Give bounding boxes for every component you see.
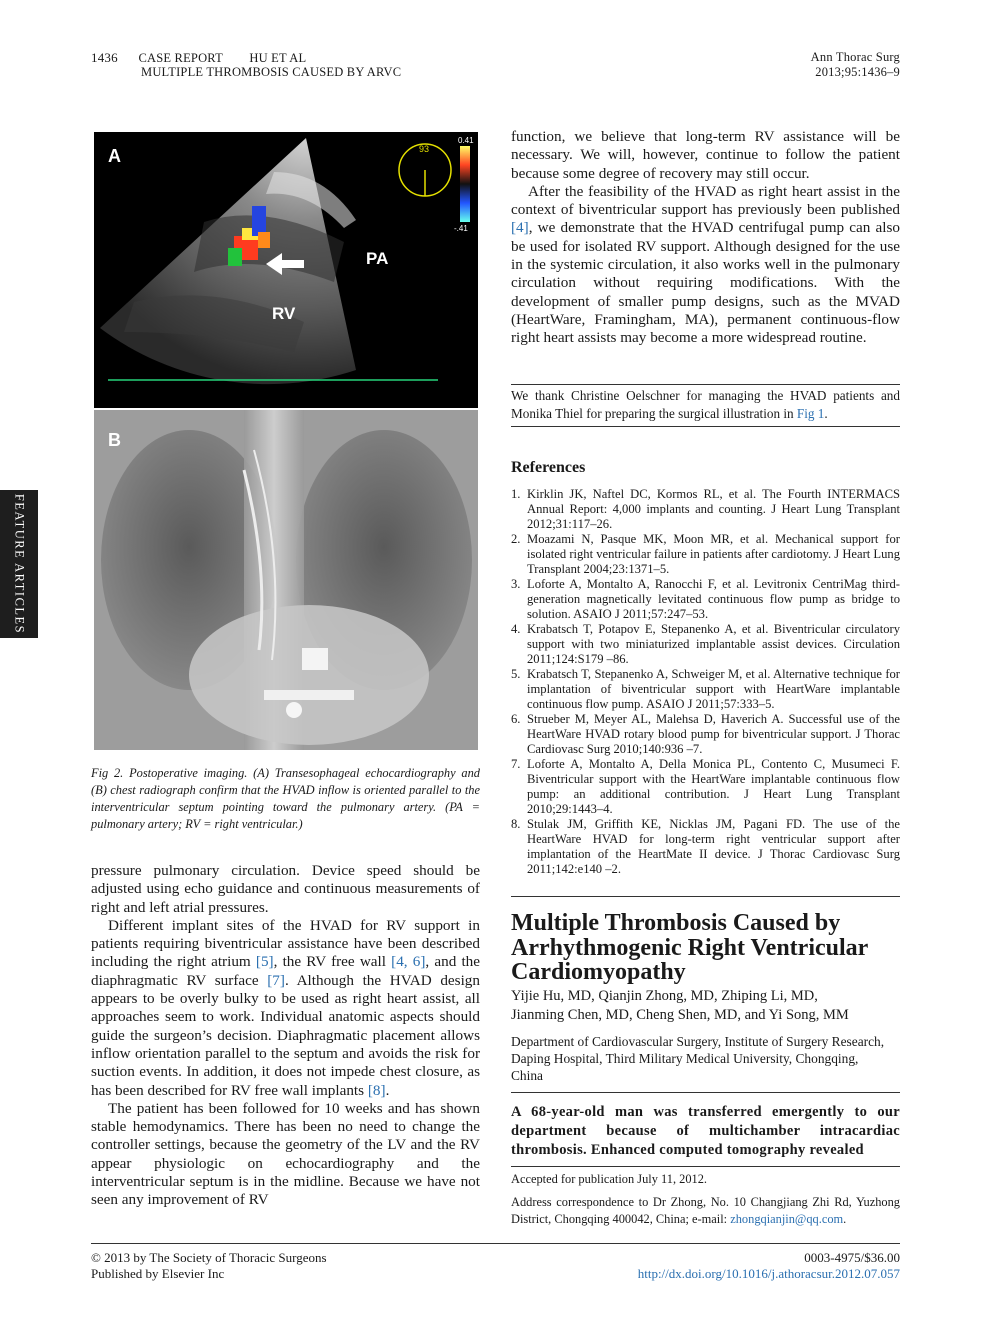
panel-b-label: B xyxy=(108,430,121,450)
reference-text: Moazami N, Pasque MK, Moon MR, et al. Mechanical support for isolated right ventricular failure in patients after cardiotomy. J Heart Lung Transplant 2004;23:1371–5. xyxy=(527,532,901,576)
acknowledgment-top-rule xyxy=(511,384,900,385)
reference-text: Loforte A, Montalto A, Ranocchi F, et al. Levitronix CentriMag third-generation magnetically levitated continuous flow pump as bridge to solution. ASAIO J 2011;57:247–53. xyxy=(527,577,900,621)
echo-image xyxy=(94,132,478,408)
reference-number: 3. xyxy=(511,577,521,591)
footer-rule xyxy=(91,1243,900,1244)
acknowledgment: We thank Christine Oelschner for managing the HVAD patients and Monika Thiel for preparing the surgical illustration in Fig 1. xyxy=(511,388,900,421)
right-paragraph-2: After the feasibility of the HVAD as right heart assist in the context of biventricular support has previously been published [4], we demonstrate that the HVAD centrifugal pump can also be used for isolated RV support. Although designed for the use in the systemic circulation, it also works well in the pulmonary circulation without requiring modifications. With the development of smaller pump designs, such as the MVAD (HeartWare, Framingham, MA), permanent continuous-flow right heart assists may become a more widespread routine. xyxy=(511,182,900,347)
reference-number: 1. xyxy=(511,487,521,501)
right-paragraph-1: function, we believe that long-term RV assistance will be necessary. We will, however, continue to follow the patient because some degree of recovery may still occur. xyxy=(511,128,900,182)
citation-link-7[interactable]: [7] xyxy=(267,971,285,989)
running-title: MULTIPLE THROMBOSIS CAUSED BY ARVC xyxy=(141,65,402,79)
left-paragraph-1: pressure pulmonary circulation. Device speed should be adjusted using echo guidance and continuous measurements of right and left atrial pressures. xyxy=(91,862,480,916)
article-authors xyxy=(511,987,911,1024)
left-paragraph-3: The patient has been followed for 10 weeks and has shown stable hemodynamics. There has been no need to change the controller settings, because the geometry of the LV and the RV appear physiologic on echocardiography and the interventricular septum is in the midline. Because we have not seen any improvement of RV xyxy=(91,1099,480,1209)
journal-citation: 2013;95:1436–9 xyxy=(815,65,900,79)
reference-item xyxy=(511,757,900,817)
header-authors: HU ET AL xyxy=(249,51,307,65)
reference-item xyxy=(511,487,900,532)
journal-name: Ann Thorac Surg xyxy=(810,50,900,64)
reference-item xyxy=(511,622,900,667)
velocity-scale-bar xyxy=(460,146,470,222)
feature-articles-tab xyxy=(0,490,38,638)
citation-link-4-6[interactable]: [4, 6] xyxy=(391,953,426,971)
scale-top-value: 0.41 xyxy=(458,136,474,145)
fig1-link[interactable]: Fig 1 xyxy=(796,405,825,421)
authors-line-1: Yijie Hu, MD, Qianjin Zhong, MD, Zhiping Li, MD, xyxy=(511,988,818,1004)
reference-number: 4. xyxy=(511,622,521,636)
acknowledgment-bottom-rule xyxy=(511,426,900,427)
reference-text: Stulak JM, Griffith KE, Nicklas JM, Pagani FD. The use of the HeartWare HVAD for long-term right ventricular support after implantation of the HeartMate II device. J Thorac Cardiovasc Surg 2011;142:e140 –2. xyxy=(527,817,900,876)
figure-caption: Fig 2. Postoperative imaging. (A) Transesophageal echocardiography and (B) chest radiograph confirm that the HVAD inflow is oriented parallel to the interventricular septum pointing toward the pulmonary artery. (PA = pulmonary artery; RV = right ventricular.) xyxy=(91,766,480,831)
abstract-top-rule xyxy=(511,1092,900,1093)
reference-number: 8. xyxy=(511,817,521,831)
right-column-body xyxy=(511,128,900,348)
reference-text: Kirklin JK, Naftel DC, Kormos RL, et al. The Fourth INTERMACS Annual Report: 4,000 implants and counting. J Heart Lung Transplant 2012;31:117–26. xyxy=(527,487,900,531)
pa-label: PA xyxy=(366,249,389,268)
reference-text: Krabatsch T, Potapov E, Stepanenko A, et al. Biventricular circulatory support with two miniaturized implantable assist devices. Circulation 2011;124:S179 –86. xyxy=(527,622,900,666)
references-list xyxy=(511,487,900,877)
accepted-date: Accepted for publication July 11, 2012. xyxy=(511,1172,708,1186)
issn-price: 0003-4975/$36.00 xyxy=(804,1250,900,1265)
reference-item xyxy=(511,532,900,577)
email-link[interactable]: zhongqianjin@qq.com xyxy=(730,1212,844,1226)
footnote-rule xyxy=(511,1166,900,1167)
reference-item xyxy=(511,577,900,622)
left-paragraph-2: Different implant sites of the HVAD for RV support in patients requiring biventricular assistance have been described including the right atrium [5], the RV free wall [4, 6], and the diaphragmatic RV surface [7]. Although the HVAD design appears to be overly bulky to be used as right heart assist, all approaches seem to work. Individual anatomic aspects should guide the surgeon’s decision. Diaphragmatic placement allows inflow orientation parallel to the septum and avoids the risk for suction events. In addition, it does not impede chest closure, as has been described for RV free wall implants [8]. xyxy=(91,916,481,1099)
references-heading: References xyxy=(511,459,586,476)
reference-text: Krabatsch T, Stepanenko A, Schweiger M, et al. Alternative technique for implantation of biventricular support with HeartWare implantable continuous flow pump. ASAIO J 2011;57:333–5. xyxy=(527,667,900,711)
citation-link-4[interactable]: [4] xyxy=(511,219,529,237)
article-separator-rule xyxy=(511,896,900,897)
reference-number: 5. xyxy=(511,667,521,681)
reference-item xyxy=(511,817,900,877)
reference-text: Strueber M, Meyer AL, Malehsa D, Haverich A. Successful use of the HeartWare HVAD rotary blood pump for biventricular support. J Thorac Cardiovasc Surg 2010;140:936 –7. xyxy=(527,712,900,756)
feature-articles-label: FEATURE ARTICLES xyxy=(12,493,27,635)
authors-line-2: Jianming Chen, MD, Cheng Shen, MD, and Yi Song, MM xyxy=(511,1006,849,1023)
correspondence-address: Address correspondence to Dr Zhong, No. 10 Changjiang Zhi Rd, Yuzhong District, Chongqing 400042, China; e-mail: zhongqianjin@qq.com. xyxy=(511,1195,900,1226)
doi-link[interactable]: http://dx.doi.org/10.1016/j.athoracsur.2012.07.057 xyxy=(637,1266,900,1281)
reference-number: 6. xyxy=(511,712,521,726)
publisher: Published by Elsevier Inc xyxy=(91,1266,225,1281)
echo-image-panel-a xyxy=(94,132,478,408)
panel-a-label: A xyxy=(108,146,121,166)
reference-number: 7. xyxy=(511,757,521,771)
chest-radiograph-panel-b xyxy=(94,410,478,750)
citation-link-5[interactable]: [5] xyxy=(255,953,274,971)
rv-label: RV xyxy=(272,304,296,323)
citation-link-8[interactable]: [8] xyxy=(367,1081,386,1099)
reference-item xyxy=(511,667,900,712)
left-column xyxy=(91,862,480,1210)
section-label: CASE REPORT xyxy=(138,51,223,65)
chest-radiograph xyxy=(94,410,478,750)
page-number: 1436 xyxy=(91,50,118,65)
cardiac-silhouette xyxy=(189,605,429,745)
reference-item xyxy=(511,712,900,757)
running-header-left xyxy=(91,50,451,66)
reference-text: Loforte A, Montalto A, Della Monica PL, Contento C, Musumeci F. Biventricular support with the HeartWare implantable continuous flow pump: an additional contribution. J Heart Lung Transplant 2010;29:1443–4. xyxy=(527,757,900,816)
scale-bottom-value: -.41 xyxy=(454,224,468,233)
angle-readout: 93 xyxy=(419,144,430,154)
author-affiliation: Department of Cardiovascular Surgery, Institute of Surgery Research, Daping Hospital, Third Military Medical University, Chongqing, China xyxy=(511,1034,885,1083)
copyright: © 2013 by The Society of Thoracic Surgeons xyxy=(91,1250,327,1265)
article-title: Multiple Thrombosis Caused by Arrhythmogenic Right Ventricular Cardiomyopathy xyxy=(511,910,868,985)
abstract-text: A 68-year-old man was transferred emergently to our department because of multichamber intracardiac thrombosis. Enhanced computed tomography revealed xyxy=(511,1104,900,1158)
reference-number: 2. xyxy=(511,532,521,546)
